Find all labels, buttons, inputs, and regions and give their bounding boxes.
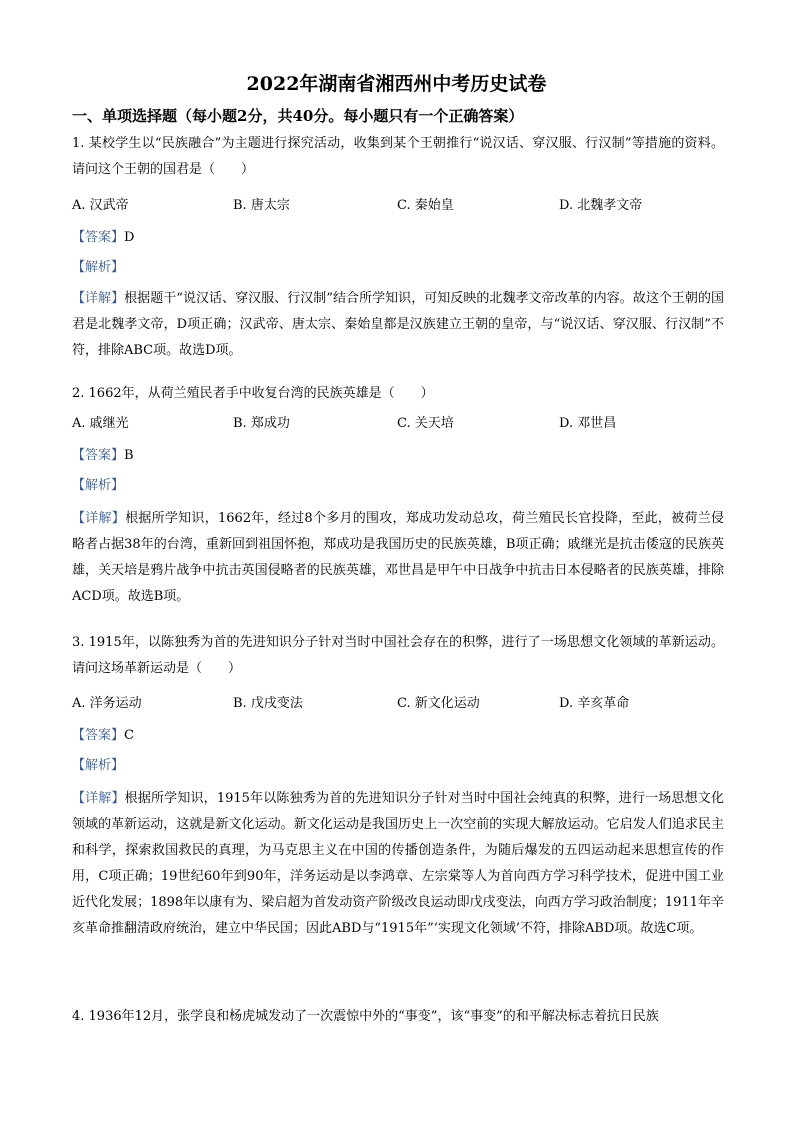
answer-tag: 【答案】 <box>72 728 125 743</box>
question-3-option-d: D. 辛亥革命 <box>559 696 630 711</box>
answer-tag: 【答案】 <box>72 230 125 245</box>
detail-tag: 【详解】 <box>72 511 126 526</box>
question-2-stem: 2. 1662年，从荷兰殖民者手中收复台湾的民族英雄是（ ） <box>72 386 434 401</box>
detail-text: 根据题干“说汉话、穿汉服、行汉制”结合所学知识，可知反映的北魏孝文帝改革的内容。故这个王朝的国君是北魏孝文帝，D项正确；汉武帝、唐太宗、秦始皇都是汉族建立王朝的皇帝，与“说汉话、穿汉服、行汉制”不符，排除ABC项。故选D项。 <box>72 291 724 358</box>
question-3-stem: 3. 1915年，以陈独秀为首的先进知识分子针对当时中国社会存在的积弊，进行了一场思想文化领域的革新运动。请问这场革新运动是（ ） <box>72 635 724 676</box>
answer-value: B <box>124 448 134 463</box>
question-2-option-a: A. 戚继光 <box>72 416 129 431</box>
question-1-option-d: D. 北魏孝文帝 <box>559 198 643 213</box>
question-3-option-c: C. 新文化运动 <box>397 696 480 711</box>
question-3-option-a: A. 洋务运动 <box>72 696 142 711</box>
question-2-option-d: D. 邓世昌 <box>559 416 617 431</box>
question-3-detail <box>72 786 724 942</box>
question-2-option-c: C. 关天培 <box>397 416 454 431</box>
detail-text: 根据所学知识，1662年，经过8个多月的围攻，郑成功发动总攻，荷兰殖民长官投降，至此，被荷兰侵略者占据38年的台湾，重新回到祖国怀抱，郑成功是我国历史的民族英雄，B项正确；戚继光是抗击倭寇的民族英雄，关天培是鸦片战争中抗击英国侵略者的民族英雄，邓世昌是甲午中日战争中抗击日本侵略者的民族英雄，排除ACD项。故选B项。 <box>72 511 724 604</box>
section-heading: 一、单项选择题（每小题2分，共40分。每小题只有一个正确答案） <box>72 107 524 125</box>
question-1-answer <box>72 229 134 247</box>
question-3-answer <box>72 727 134 745</box>
question-1-option-b: B. 唐太宗 <box>233 198 290 213</box>
answer-value: D <box>124 230 135 245</box>
detail-tag: 【详解】 <box>72 291 125 306</box>
question-2-analysis-tag: 【解析】 <box>72 478 125 493</box>
answer-tag: 【答案】 <box>72 448 125 463</box>
question-3-option-b: B. 戊戌变法 <box>233 696 303 711</box>
question-1-analysis-tag: 【解析】 <box>72 260 125 275</box>
question-1-option-a: A. 汉武帝 <box>72 198 129 213</box>
question-1-detail <box>72 286 724 364</box>
question-2-option-b: B. 郑成功 <box>233 416 290 431</box>
question-2-detail <box>72 506 724 610</box>
question-1-option-c: C. 秦始皇 <box>397 198 454 213</box>
question-3-analysis-tag: 【解析】 <box>72 758 125 773</box>
question-1-stem: 1. 某校学生以“民族融合”为主题进行探究活动，收集到某个王朝推行“说汉话、穿汉服、行汉制”等措施的资料。请问这个王朝的国君是（ ） <box>72 136 724 177</box>
answer-value: C <box>124 728 134 743</box>
detail-text: 根据所学知识，1915年以陈独秀为首的先进知识分子针对当时中国社会纯真的积弊，进行一场思想文化领域的革新运动，这就是新文化运动。新文化运动是我国历史上一次空前的实现大解放运动。它启发人们追求民主和科学，探索救国救民的真理，为马克思主义在中国的传播创造条件，为随后爆发的五四运动起来思想宣传的作用，C项正确；19世纪60年到90年，洋务运动是以李鸿章、左宗棠等人为首向西方学习科学技术，促进中国工业近代化发展；1898年以康有为、梁启超为首发动资产阶级改良运动即戊戌变法，向西方学习政治制度；1911年辛亥革命推翻清政府统治，建立中华民国；因此ABD与“1915年”‘实现文化领域’不符，排除ABD项。故选C项。 <box>72 791 724 936</box>
detail-tag: 【详解】 <box>72 791 125 806</box>
question-4-stem: 4. 1936年12月，张学良和杨虎城发动了一次震惊中外的“事变”，该“事变”的和平解决标志着抗日民族 <box>72 1009 659 1024</box>
page-title: 2022年湖南省湘西州中考历史试卷 <box>246 73 547 95</box>
question-2-answer <box>72 447 134 465</box>
